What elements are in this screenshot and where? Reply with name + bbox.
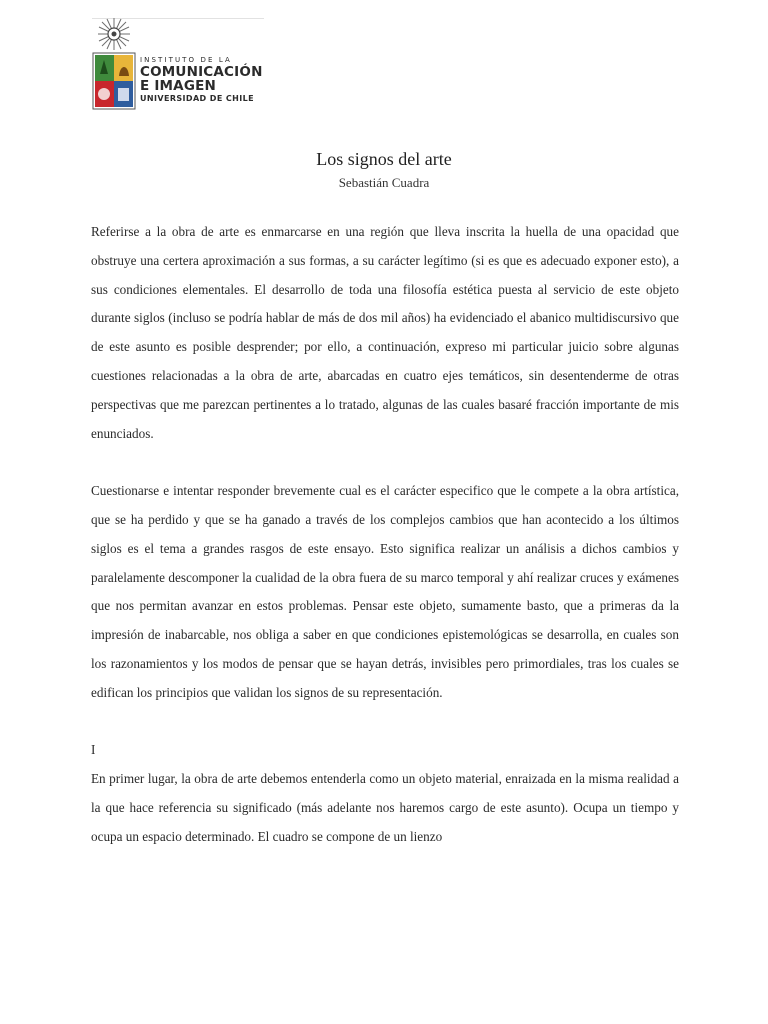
logo-line-university: UNIVERSIDAD DE CHILE	[140, 94, 254, 103]
star-emblem-icon	[96, 16, 132, 52]
paragraph-intro: Referirse a la obra de arte es enmarcarse en una región que lleva inscrita la huella de una opacidad que obstruye una certera aproximación a sus formas, a su carácter legítimo (si es que es adecuado exponer esto), a sus condiciones elementales. El desarrollo de toda una filosofía estética puesta al servicio de este objeto durante siglos (incluso se podría hablar de más de dos mil años) ha evidenciado el abanico multidiscursivo que de este asunto es posible desprender; por ello, a continuación, expreso mi particular juicio sobre algunas cuestiones relacionadas a la obra de arte, abarcadas en cuatro ejes temáticos, sin desentenderme de otras perspectivas que me parezcan pertinentes a lo tratado, algunas de las cuales basaré fracción importante de mis enunciados.	[91, 224, 679, 441]
university-shield-icon	[92, 52, 136, 110]
institute-logo	[88, 14, 268, 114]
logo-line-imagen: E IMAGEN	[140, 78, 217, 94]
logo-line-institute: INSTITUTO DE LA	[140, 56, 232, 64]
document-title: Los signos del arte	[316, 149, 452, 169]
paragraph-section-one: En primer lugar, la obra de arte debemos entenderla como un objeto material, enraizada en la misma realidad a la que hace referencia su significado (más adelante nos haremos cargo de este asunto). Ocupa un tiempo y ocupa un espacio determinado. El cuadro se compone de un lienzo	[91, 771, 679, 844]
document-author: Sebastián Cuadra	[338, 175, 430, 190]
logo-wordmark	[140, 56, 270, 104]
section-marker: I	[91, 742, 96, 758]
logo-line-comunicacion: COMUNICACIÓN	[140, 64, 263, 80]
document-body	[91, 218, 679, 852]
paragraph-question: Cuestionarse e intentar responder brevemente cual es el carácter especifico que le compete a la obra artística, que se ha perdido y que se ha ganado a través de los complejos cambios que han acontecido a los últimos siglos es el tema a grandes rasgos de este ensayo. Esto significa realizar un análisis a dichos cambios y paralelamente descomponer la cualidad de la obra fuera de su marco temporal y ahí realizar cruces y exámenes que nos permitan avanzar en estos problemas. Pensar este objeto, sumamente basto, que a primeras da la impresión de inabarcable, nos obliga a saber en que condiciones epistemológicas se desarrolla, en cuales son los razonamientos y los modos de pensar que se hayan detrás, invisibles pero primordiales, tras los cuales se edifican los principios que validan los signos de su representación.	[91, 483, 679, 700]
